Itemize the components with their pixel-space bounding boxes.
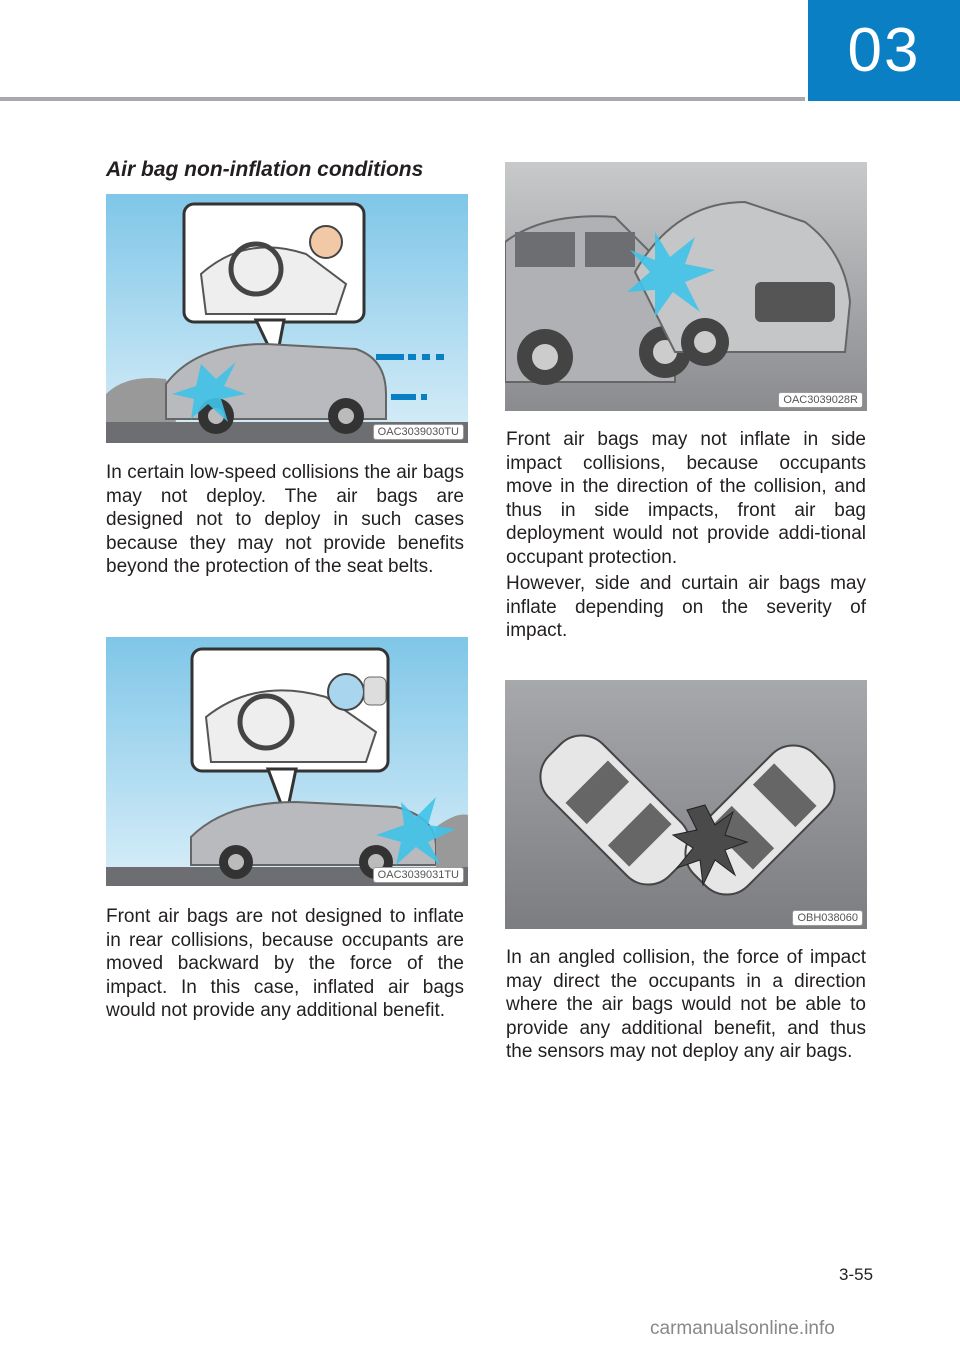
paragraph-curtain-airbags: However, side and curtain air bags may inflate depending on the severity of impact. — [506, 573, 866, 641]
figure-code: OAC3039028R — [778, 392, 863, 408]
figure-code: OAC3039030TU — [373, 424, 464, 440]
paragraph-low-speed: In certain low-speed collisions the air bags may not deploy. The air bags are designed not to deploy in such cases because they may not provide benefits beyond the protection of the seat belts. — [106, 462, 464, 577]
chapter-tab — [808, 0, 960, 101]
figure-angled-collision — [505, 680, 867, 929]
figure-code: OBH038060 — [792, 910, 863, 926]
section-title: Air bag non-inflation conditions — [106, 158, 424, 181]
side-impact-illustration — [505, 162, 867, 411]
rear-collision-illustration — [106, 637, 468, 886]
figure-code: OAC3039031TU — [373, 867, 464, 883]
figure-side-impact — [505, 162, 867, 411]
figure-low-speed-collision — [106, 194, 468, 443]
figure-rear-collision — [106, 637, 468, 886]
low-speed-collision-illustration — [106, 194, 468, 443]
watermark: carmanualsonline.info — [650, 1318, 835, 1339]
page-number: 3-55 — [839, 1265, 874, 1284]
header-rule — [0, 97, 805, 101]
chapter-number: 03 — [847, 16, 921, 85]
angled-collision-illustration — [505, 680, 867, 929]
paragraph-rear-collision: Front air bags are not designed to inflate in rear collisions, because occupants are moved backward by the force of the impact. In this case, inflated air bags would not provide any additional benefit. — [106, 906, 464, 1021]
paragraph-angled-collision: In an angled collision, the force of impact may direct the occupants in a direction where the air bags would not be able to provide any additional benefit, and thus the sensors may not deploy any air bags. — [506, 947, 866, 1062]
paragraph-side-impact: Front air bags may not inflate in side impact collisions, because occupants move in the direction of the collision, and thus in side impacts, front air bag deployment would not provide addi-tional occupant protection. — [506, 429, 866, 568]
